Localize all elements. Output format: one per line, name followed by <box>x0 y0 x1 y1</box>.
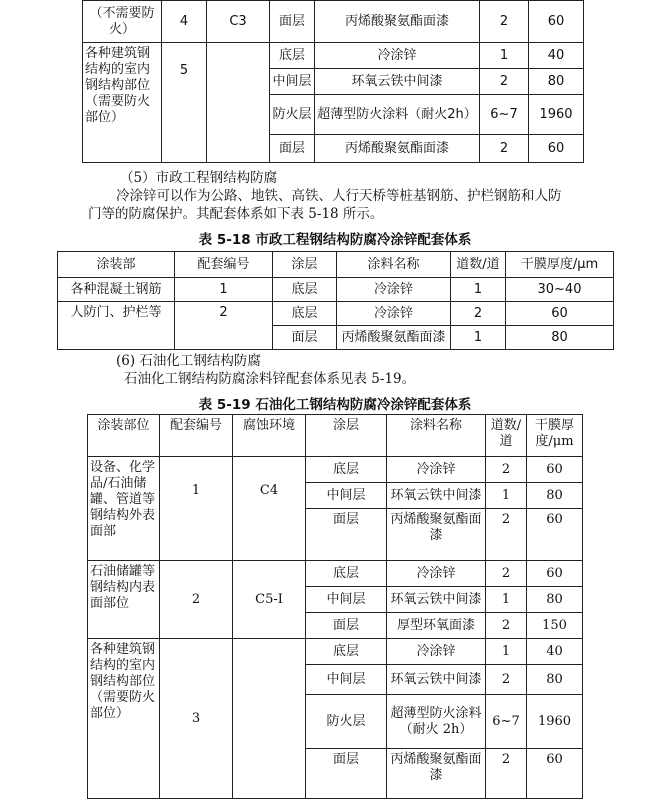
table-header-cell: 配套编号 <box>175 252 273 278</box>
table-cell: 4 <box>162 1 207 43</box>
table-cell: 石油储罐等钢结构内表面部位 <box>88 561 160 639</box>
table-cell: 2 <box>486 509 527 561</box>
table-cell: 环氧云铁中间漆 <box>315 69 480 95</box>
coating-table-top <box>82 0 584 163</box>
table-cell: 1960 <box>527 695 583 749</box>
table-cell: 冷涂锌 <box>315 43 480 69</box>
table-cell: 60 <box>529 1 584 43</box>
table-cell: 防火层 <box>270 95 315 135</box>
table-header-cell: 干膜厚度/μm <box>527 415 583 457</box>
table-cell: 1 <box>486 639 527 665</box>
table-cell: 底层 <box>306 639 387 665</box>
table-header-cell: 涂料名称 <box>337 252 451 278</box>
section-heading: (6) 石油化工钢结构防腐 <box>116 353 261 369</box>
table-cell: 中间层 <box>306 665 387 695</box>
table-cell: 中间层 <box>306 483 387 509</box>
table-cell: 2 <box>480 69 529 95</box>
table-cell: 80 <box>527 665 583 695</box>
coating-table-5-18 <box>57 251 614 350</box>
table-cell: 60 <box>527 749 583 799</box>
table-cell <box>207 43 270 163</box>
table-cell: （不需要防火） <box>83 1 162 43</box>
table-cell: 人防门、护栏等 <box>58 302 175 350</box>
table-cell: 60 <box>527 509 583 561</box>
table-cell: 超薄型防火涂料（耐火 2h） <box>387 695 486 749</box>
table-header-cell: 涂层 <box>273 252 337 278</box>
table-cell: 60 <box>529 135 584 163</box>
table-cell: 5 <box>162 43 207 163</box>
table-cell: C5-I <box>233 561 306 639</box>
table-cell: 丙烯酸聚氨酯面漆 <box>315 1 480 43</box>
table-cell: 环氧云铁中间漆 <box>387 587 486 613</box>
table-cell: 2 <box>486 665 527 695</box>
table-cell: 80 <box>527 587 583 613</box>
table-cell: C3 <box>207 1 270 43</box>
table-cell: 面层 <box>270 1 315 43</box>
paragraph-line: 门等的防腐保护。其配套体系如下表 5-18 所示。 <box>88 206 384 222</box>
table-caption: 表 5-19 石油化工钢结构防腐冷涂锌配套体系 <box>198 397 472 413</box>
table-cell: 底层 <box>273 302 337 326</box>
table-cell: 80 <box>527 483 583 509</box>
table-cell: 面层 <box>306 749 387 799</box>
section-heading: （5）市政工程钢结构防腐 <box>120 170 278 186</box>
table-header-cell: 腐蚀环境 <box>233 415 306 457</box>
table-header-cell: 涂料名称 <box>387 415 486 457</box>
table-cell: 1 <box>175 278 273 302</box>
table-cell: 1 <box>160 457 233 561</box>
table-cell: 底层 <box>273 278 337 302</box>
paragraph-line: 冷涂锌可以作为公路、地铁、高铁、人行天桥等桩基钢筋、护栏钢筋和人防 <box>116 188 562 204</box>
table-cell: 1 <box>486 483 527 509</box>
table-cell: 底层 <box>270 43 315 69</box>
table-cell: 中间层 <box>306 587 387 613</box>
table-cell: 丙烯酸聚氨酯面漆 <box>337 326 451 350</box>
table-caption: 表 5-18 市政工程钢结构防腐冷涂锌配套体系 <box>198 232 472 248</box>
table-cell: 2 <box>480 135 529 163</box>
table-cell: 30~40 <box>506 278 614 302</box>
table-header-cell: 配套编号 <box>160 415 233 457</box>
table-cell: 各种混凝土钢筋 <box>58 278 175 302</box>
table-cell: 3 <box>160 639 233 799</box>
table-cell: 2 <box>486 561 527 587</box>
table-cell: 防火层 <box>306 695 387 749</box>
table-cell: 冷涂锌 <box>387 561 486 587</box>
table-cell: 环氧云铁中间漆 <box>387 483 486 509</box>
table-cell: 1 <box>486 587 527 613</box>
table-cell: 底层 <box>306 457 387 483</box>
table-cell: 1 <box>480 43 529 69</box>
table-cell: 40 <box>527 639 583 665</box>
table-cell: C4 <box>233 457 306 561</box>
table-header-cell: 涂装部 <box>58 252 175 278</box>
table-cell: 丙烯酸聚氨酯面漆 <box>315 135 480 163</box>
table-cell: 各种建筑钢结构的室内钢结构部位（需要防火部位） <box>83 43 162 163</box>
table-cell: 60 <box>506 302 614 326</box>
table-cell: 2 <box>486 457 527 483</box>
table-cell: 各种建筑钢结构的室内钢结构部位（需要防火部位） <box>88 639 160 799</box>
table-cell: 丙烯酸聚氨酯面漆 <box>387 509 486 561</box>
table-cell: 80 <box>529 69 584 95</box>
table-cell: 40 <box>529 43 584 69</box>
table-header-cell: 涂层 <box>306 415 387 457</box>
table-cell: 2 <box>480 1 529 43</box>
table-cell: 2 <box>486 749 527 799</box>
table-cell: 2 <box>175 302 273 350</box>
table-cell: 厚型环氧面漆 <box>387 613 486 639</box>
table-cell: 面层 <box>306 509 387 561</box>
table-cell: 冷涂锌 <box>387 457 486 483</box>
table-cell: 1960 <box>529 95 584 135</box>
table-cell <box>233 639 306 799</box>
table-cell: 丙烯酸聚氨酯面漆 <box>387 749 486 799</box>
table-cell: 中间层 <box>270 69 315 95</box>
table-cell: 60 <box>527 561 583 587</box>
table-cell: 60 <box>527 457 583 483</box>
table-cell: 6~7 <box>486 695 527 749</box>
table-cell: 面层 <box>270 135 315 163</box>
coating-table-5-19 <box>87 414 583 799</box>
paragraph-line: 石油化工钢结构防腐涂料锌配套体系见表 5-19。 <box>124 371 416 387</box>
table-header-cell: 道数/道 <box>486 415 527 457</box>
table-cell: 设备、化学品/石油储罐、管道等钢结构外表面部 <box>88 457 160 561</box>
table-cell: 2 <box>451 302 506 326</box>
table-cell: 1 <box>451 278 506 302</box>
table-cell: 150 <box>527 613 583 639</box>
table-header-cell: 道数/道 <box>451 252 506 278</box>
table-cell: 冷涂锌 <box>387 639 486 665</box>
table-cell: 底层 <box>306 561 387 587</box>
table-cell: 冷涂锌 <box>337 278 451 302</box>
table-cell: 冷涂锌 <box>337 302 451 326</box>
table-cell: 面层 <box>273 326 337 350</box>
table-cell: 6~7 <box>480 95 529 135</box>
table-cell: 超薄型防火涂料（耐火2h） <box>315 95 480 135</box>
table-cell: 2 <box>160 561 233 639</box>
table-cell: 面层 <box>306 613 387 639</box>
table-cell: 80 <box>506 326 614 350</box>
table-cell: 2 <box>486 613 527 639</box>
table-header-cell: 涂装部位 <box>88 415 160 457</box>
table-cell: 环氧云铁中间漆 <box>387 665 486 695</box>
table-header-cell: 干膜厚度/μm <box>506 252 614 278</box>
table-cell: 1 <box>451 326 506 350</box>
